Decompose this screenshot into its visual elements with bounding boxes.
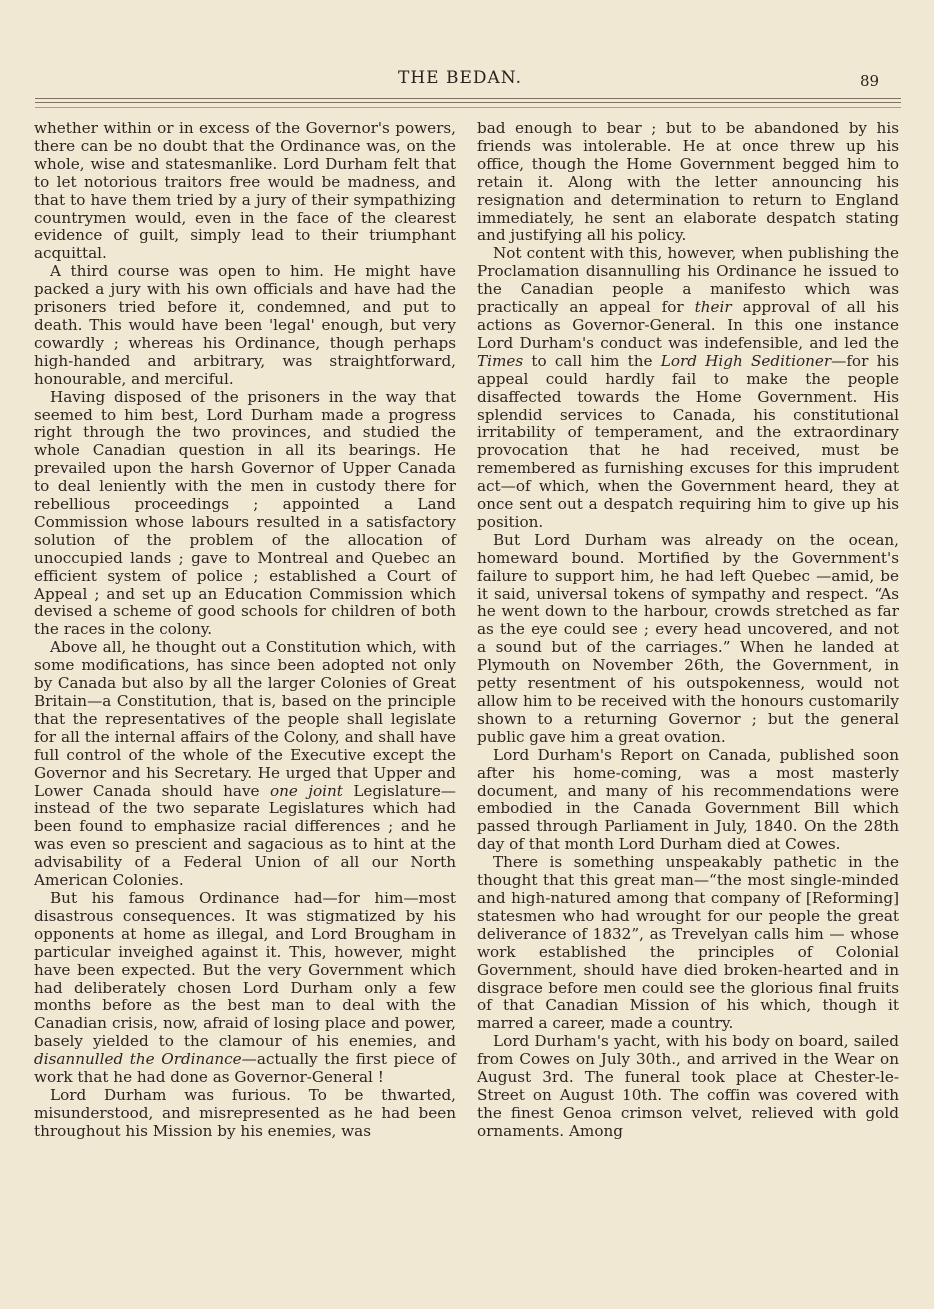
paragraph: Having disposed of the prisoners in the way that seemed to him best, Lord Durham made a progress right through the two provinces, and studied the whole Canadian question in all its bearings. He prevailed upon the harsh Governor of Upper Canada to deal leniently with the men in custody there for rebellious proceedings ; appointed a Land Commission whose labours resulted in a satisfactory solution of the problem of the allocation of unoccupied lands ; gave to Montreal and Quebec an efficient system of police ; established a Court of Appeal ; and set up an Education Commission which devised a scheme of good schools for children of both the races in the colony. (34, 387, 456, 639)
page-number: 89 (860, 72, 880, 90)
paragraph: But his famous Ordinance had—for him—most disastrous consequences. It was stigmatized by his opponents at home as illegal, and Lord Brougham in particular inveighed against it. This, however, might have been expected. But the very Government which had deliberately chosen Lord Durham only a few months before as the best man to deal with the Canadian crisis, now, afraid of losing place and power, basely yielded to the clamour of his enemies, and disannulled the Ordinance—actually the first piece of work that he had done as Governor-General ! (34, 888, 456, 1087)
paragraph: whether within or in excess of the Governor's powers, there can be no doubt that the Ordinance was, on the whole, wise and statesmanlike. Lord Durham felt that to let notorious traitors free would be madness, and that to have them tried by a jury of their sympathizing countrymen would, even in the face of the clearest evidence of guilt, simply lead to their triumphant acquittal. (34, 119, 456, 263)
paragraph: Lord Durham's Report on Canada, published soon after his home-coming, was a most masterly document, and many of his recommendations were embodied in the Canada Government Bill which passed through Parliament in July, 1840. On the 28th day of that month Lord Durham died at Cowes. (477, 745, 899, 854)
paragraph: Lord Durham's yacht, with his body on board, sailed from Cowes on July 30th., and arrived in the Wear on August 3rd. The funeral took place at Chester-le-Street on August 10th. The coffin was covered with the finest Genoa crimson velvet, relieved with gold ornaments. Among (477, 1032, 899, 1140)
left-column (34, 120, 456, 1141)
header-rule-middle (35, 102, 901, 103)
paragraph: Lord Durham was furious. To be thwarted, misunderstood, and misrepresented as he had been throughout his Mission by his enemies, was (34, 1085, 456, 1140)
paragraph: Not content with this, however, when publishing the Proclamation disannulling his Ordinance he issued to the Canadian people a manifesto which was practically an appeal for their approval of all his actions as Governor-General. In this one instance Lord Durham's conduct was indefensible, and led the Times to call him the Lord High Seditioner—for his appeal could hardly fail to make the people disaffected towards the Home Government. His splendid services to Canada, his constitutional irritability of temperament, and the extraordinary provocation that he had received, must be remembered as furnishing excuses for this imprudent act—of which, when the Government heard, they at once sent out a despatch requiring him to give up his position. (477, 244, 899, 531)
header-rule-bottom (35, 107, 901, 108)
header-rule-top (35, 98, 901, 99)
paragraph: A third course was open to him. He might have packed a jury with his own officials and have had the prisoners tried before it, condemned, and put to death. This would have been 'legal' enough, but very cowardly ; whereas his Ordinance, though perhaps high-handed and arbitrary, was straightforward, honourable, and merciful. (34, 262, 456, 388)
paragraph: But Lord Durham was already on the ocean, homeward bound. Mortified by the Government's failure to support him, he had left Quebec —amid, be it said, universal tokens of sympathy and respect. “As he went down to the harbour, crowds stretched as far as the eye could see ; every head uncovered, and not a sound but of the carriages.” When he landed at Plymouth on November 26th, the Government, in petty resentment of his outspokenness, would not allow him to be received with the honours customarily shown to a returning Governor ; but the general public gave him a great ovation. (477, 530, 899, 746)
paragraph: bad enough to bear ; but to be abandoned by his friends was intolerable. He at once threw up his office, though the Home Government begged him to retain it. Along with the letter announcing his resignation and determination to return to England immediately, he sent an elaborate despatch stating and justifying all his policy. (477, 119, 899, 245)
paragraph: There is something unspeakably pathetic in the thought that this great man—“the most single-minded and high-natured among that company of [Reforming] statesmen who had wrought for our people the great deliverance of 1832”, as Trevelyan calls him — whose work established the principles of Colonial Government, should have died broken-hearted and in disgrace before men could see the glorious final fruits of that Canadian Mission of his which, though it marred a career, made a country. (477, 853, 899, 1033)
running-title: THE BEDAN. (398, 68, 522, 88)
paragraph: Above all, he thought out a Constitution which, with some modifications, has since been adopted not only by Canada but also by all the larger Colonies of Great Britain—a Constitution, that is, based on the principle that the representatives of the people shall legislate for all the internal affairs of the Colony, and shall have full control of the whole of the Executive except the Governor and his Secretary. He urged that Upper and Lower Canada should have one joint Legislature—instead of the two separate Legislatures which had been found to emphasize racial differences ; and he was even so prescient and sagacious as to hint at the advisability of a Federal Union of all our North American Colonies. (34, 638, 456, 890)
right-column (477, 120, 899, 1141)
running-head (0, 68, 934, 94)
